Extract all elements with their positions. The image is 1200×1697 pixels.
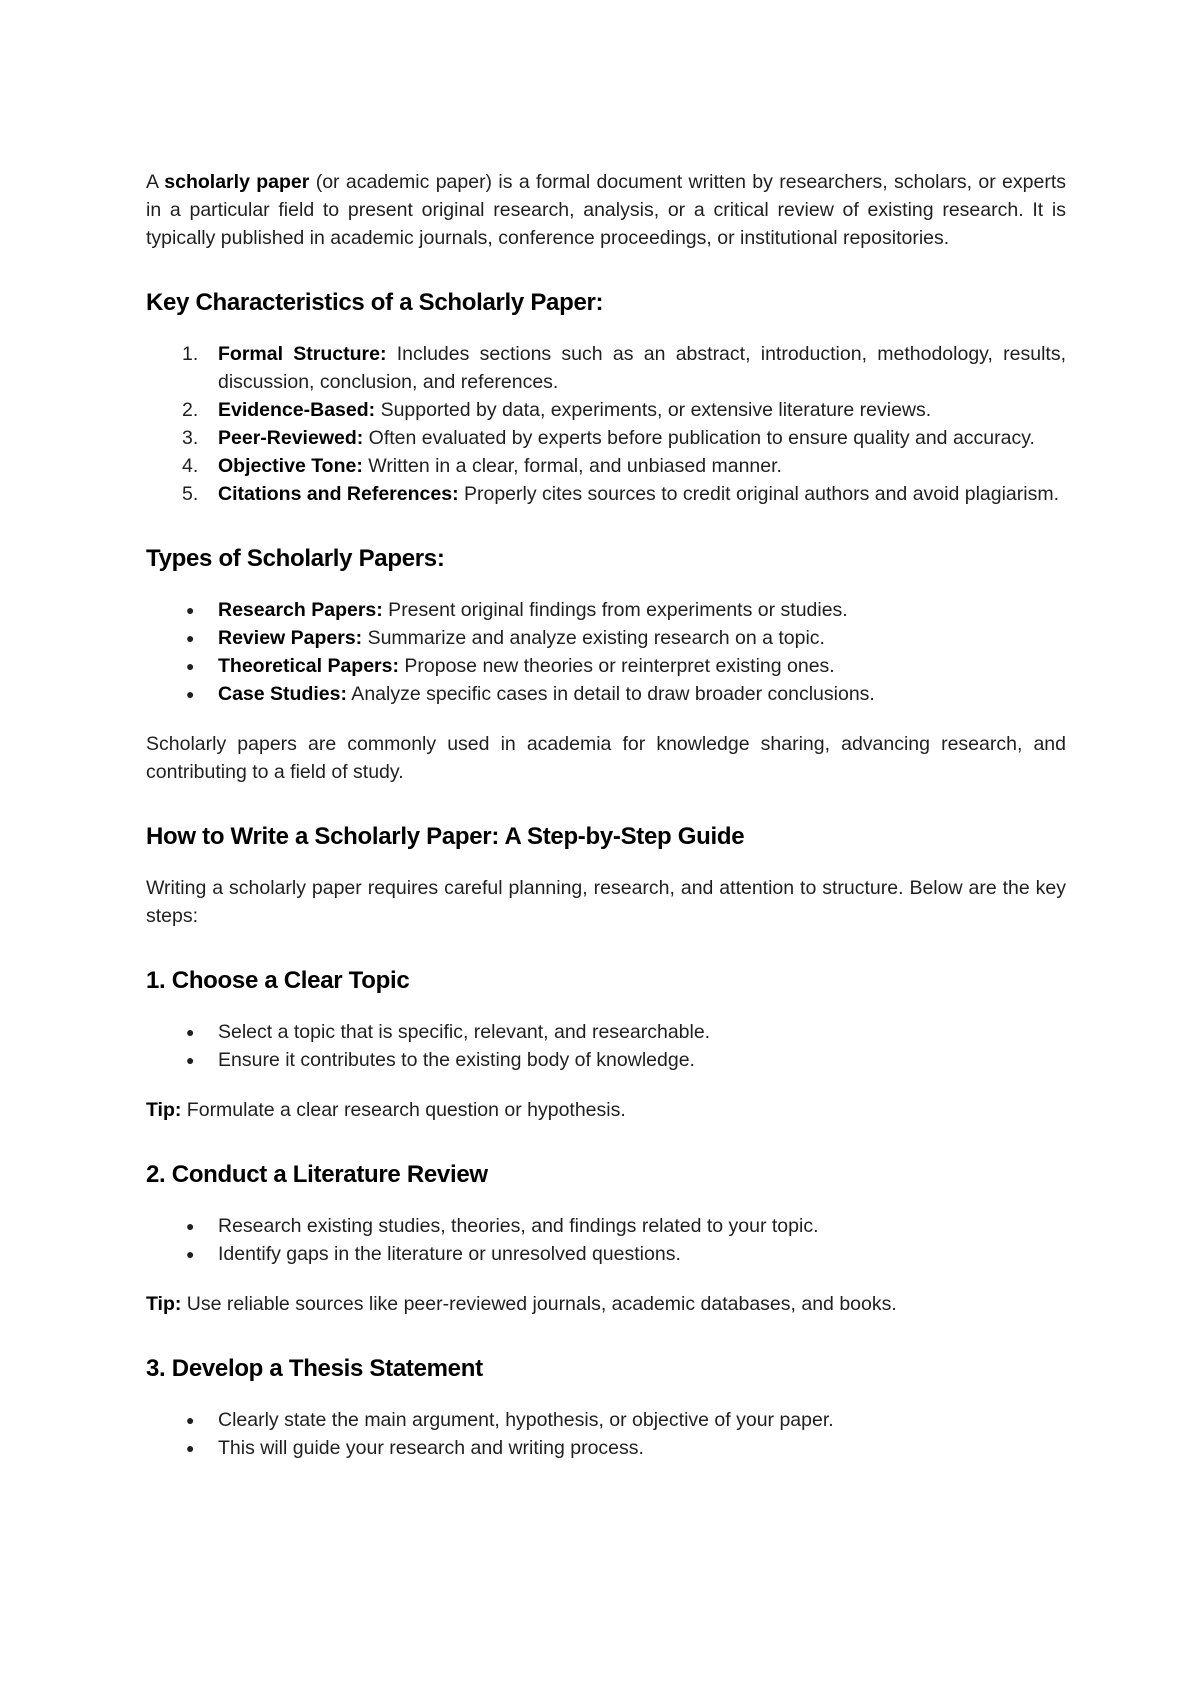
list-item: ● This will guide your research and writing process. — [146, 1434, 1066, 1462]
list-item: 3. Peer-Reviewed: Often evaluated by experts before publication to ensure quality and accuracy. — [182, 427, 1035, 449]
bullet-icon: ● — [186, 630, 195, 646]
bullet-icon: ● — [186, 1024, 195, 1040]
bullet-icon: ● — [186, 1052, 195, 1068]
step-3-heading: 3. Develop a Thesis Statement — [146, 1355, 483, 1382]
list-item: ● Research Papers: Present original findings from experiments or studies. — [146, 596, 1066, 624]
list-item: 5. Citations and References: Properly cites sources to credit original authors and avoid plagiarism. — [182, 483, 1060, 505]
bullet-icon: ● — [186, 602, 195, 618]
document-page — [146, 0, 1066, 1462]
intro-term: scholarly paper — [164, 171, 310, 193]
bullet-icon: ● — [186, 1412, 195, 1428]
bullet-icon: ● — [186, 1440, 195, 1456]
step-2-tip: Tip: Use reliable sources like peer-reviewed journals, academic databases, and books. — [146, 1293, 897, 1315]
bullet-icon: ● — [186, 658, 195, 674]
types-heading: Types of Scholarly Papers: — [146, 545, 445, 572]
list-item: 2. Evidence-Based: Supported by data, experiments, or extensive literature reviews. — [182, 399, 932, 421]
characteristics-heading: Key Characteristics of a Scholarly Paper: — [146, 289, 604, 316]
list-item: ● Identify gaps in the literature or unresolved questions. — [146, 1240, 1066, 1268]
intro-paragraph: A scholarly paper (or academic paper) is a formal document written by researchers, scholars, or experts in a particular field to present original research, analysis, or a critical review of existing research. It is typically published in academic journals, conference proceedings, or institutional repositories. — [146, 171, 1066, 249]
step-1-list — [146, 1018, 1066, 1074]
step-1-heading: 1. Choose a Clear Topic — [146, 967, 410, 994]
guide-intro: Writing a scholarly paper requires careful planning, research, and attention to structure. Below are the key steps: — [146, 877, 1066, 927]
list-item: ● Review Papers: Summarize and analyze existing research on a topic. — [146, 624, 1066, 652]
list-item: ● Ensure it contributes to the existing body of knowledge. — [146, 1046, 1066, 1074]
bullet-icon: ● — [186, 1246, 195, 1262]
step-2-heading: 2. Conduct a Literature Review — [146, 1161, 488, 1188]
step-1-tip: Tip: Formulate a clear research question or hypothesis. — [146, 1099, 626, 1121]
list-item: ● Research existing studies, theories, and findings related to your topic. — [146, 1212, 1066, 1240]
list-item: ● Clearly state the main argument, hypothesis, or objective of your paper. — [146, 1406, 1066, 1434]
list-item: 4. Objective Tone: Written in a clear, formal, and unbiased manner. — [182, 455, 782, 477]
list-item: 1. Formal Structure: Includes sections such as an abstract, introduction, methodology, results, discussion, conclusion, and references. — [182, 343, 1066, 393]
list-item: ● Theoretical Papers: Propose new theories or reinterpret existing ones. — [146, 652, 1066, 680]
bullet-icon: ● — [186, 686, 195, 702]
characteristics-list — [146, 340, 1066, 508]
bullet-icon: ● — [186, 1218, 195, 1234]
list-item: ● Select a topic that is specific, relevant, and researchable. — [146, 1018, 1066, 1046]
summary-paragraph: Scholarly papers are commonly used in academia for knowledge sharing, advancing research, and contributing to a field of study. — [146, 733, 1066, 783]
step-2-list — [146, 1212, 1066, 1268]
step-3-list — [146, 1406, 1066, 1462]
guide-heading: How to Write a Scholarly Paper: A Step-by-Step Guide — [146, 823, 745, 850]
types-list — [146, 596, 1066, 708]
list-item: ● Case Studies: Analyze specific cases in detail to draw broader conclusions. — [146, 680, 1066, 708]
